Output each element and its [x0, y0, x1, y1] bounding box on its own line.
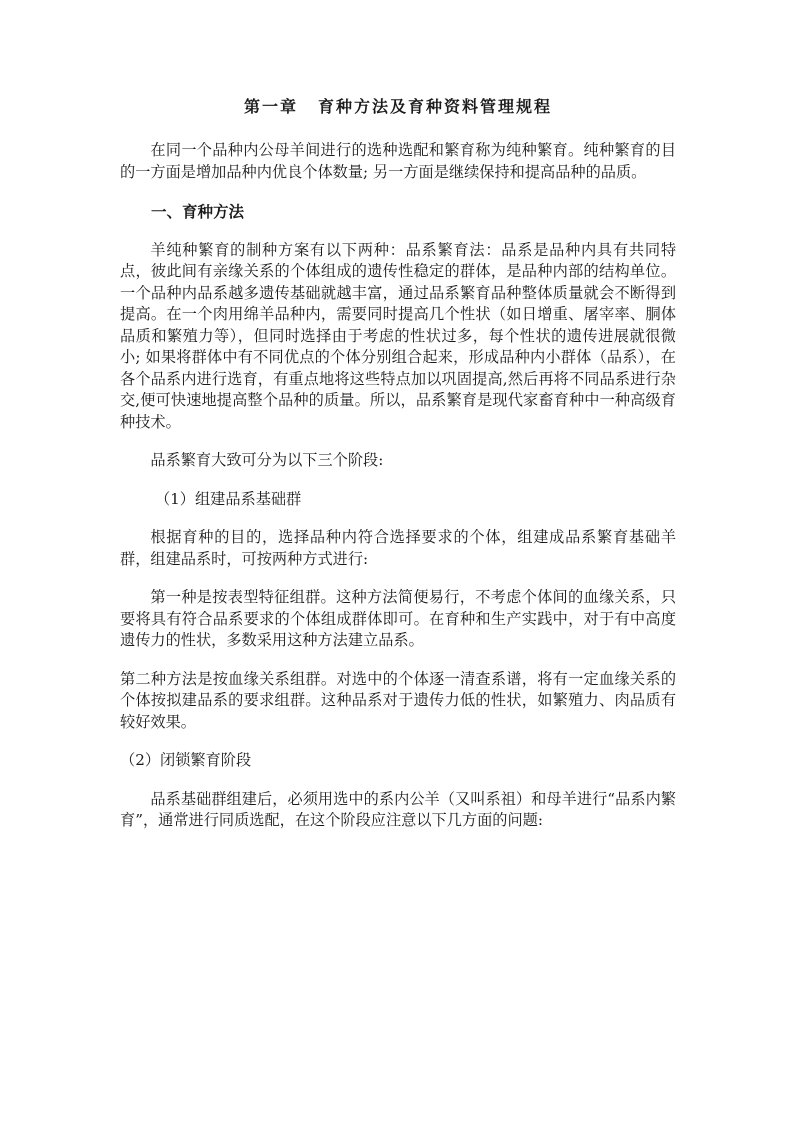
stage-heading-1: （1）组建品系基础群 — [154, 489, 302, 508]
chapter-number: 第一章 — [243, 97, 298, 116]
intro-paragraph: 在同一个品种内公母羊间进行的选种选配和繁育称为纯种繁育。纯种繁育的目的一方面是增加品种内优良个体数量; 另一方面是继续保持和提高品种的品质。 — [120, 141, 676, 181]
paragraph-method-one: 第一种是按表型特征组群。这种方法简便易行，不考虑个体间的血缘关系，只要将具有符合品系要求的个体组成群体即可。在育种和生产实践中，对于有中高度遗传力的性状，多数采用这种方法建立品系。 — [120, 588, 676, 649]
document-page — [120, 96, 676, 832]
stage-heading-2: （2）闭锁繁育阶段 — [120, 751, 252, 769]
chapter-title — [120, 96, 676, 118]
paragraph-breeding-methods: 羊纯种繁育的制种方案有以下两种：品系繁育法：品系是品种内具有共同特点，彼此间有亲缘关系的个体组成的遗传性稳定的群体，是品种内部的结构单位。一个品种内品系越多遗传基础就越丰富，通过品系繁育品种整体质量就会不断得到提高。在一个肉用绵羊品种内，需要同时提高几个性状（如日增重、屠宰率、胴体品质和繁殖力等），但同时选择由于考虑的性状过多，每个性状的遗传进展就很微小; 如果将群体中有不同优点的个体分别组合起来，形成品种内小群体（品系），在各个品系内进行选育，有重点地将这些特点加以巩固提高,然后再将不同品系进行杂交,便可快速地提高整个品种的质量。所以，品系繁育是现代家畜育种中一种高级育种技术。 — [120, 240, 676, 431]
paragraph-method-two: 第二种方法是按血缘关系组群。对选中的个体逐一清查系谱，将有一定血缘关系的个体按拟建品系的要求组群。这种品系对于遗传力低的性状，如繁殖力、肉品质有较好效果。 — [120, 669, 676, 731]
paragraph-stages: 品系繁育大致可分为以下三个阶段: — [150, 451, 384, 469]
paragraph-closed-breeding: 品系基础群组建后，必须用选中的系内公羊（又叫系祖）和母羊进行“品系内繁育”，通常进行同质选配，在这个阶段应注意以下几方面的问题: — [120, 789, 676, 829]
section-heading: 一、育种方法 — [151, 202, 245, 221]
paragraph-base-group: 根据育种的目的，选择品种内符合选择要求的个体，组建成品系繁育基础羊群，组建品系时，可按两种方式进行: — [120, 528, 676, 568]
chapter-title-text: 育种方法及育种资料管理规程 — [318, 97, 553, 116]
